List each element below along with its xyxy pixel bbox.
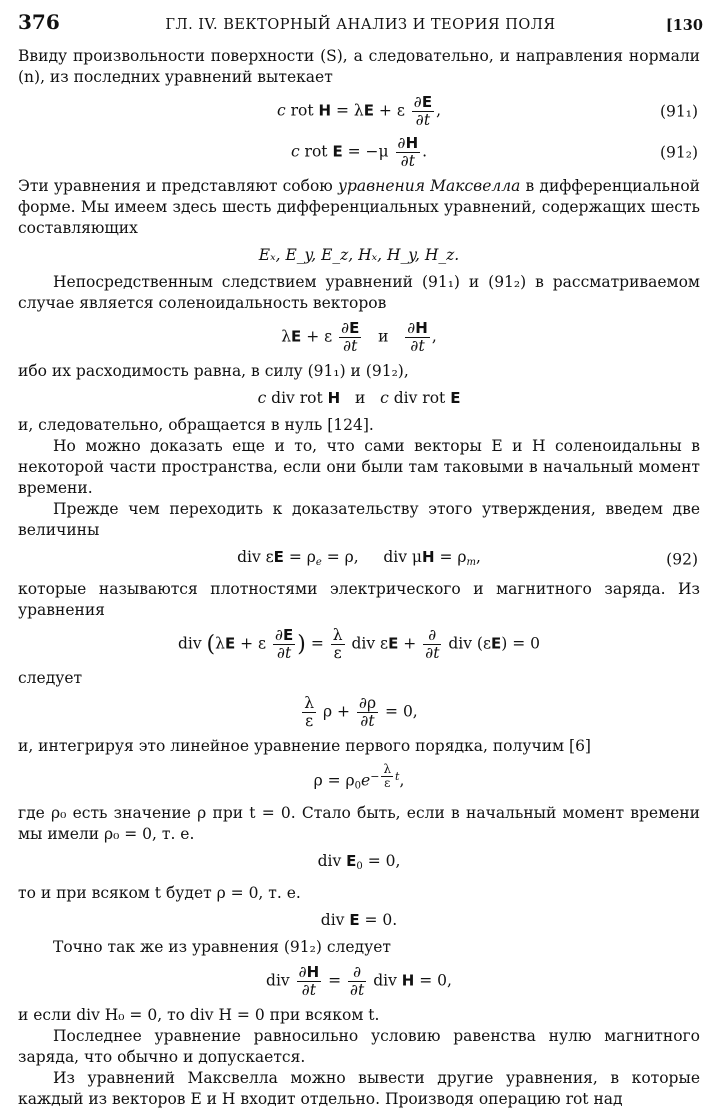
paragraph-8: которые называются плотностями электрического и магнитного заряда. Из уравнения (18, 580, 700, 619)
page-body (18, 46, 700, 1110)
equation-91-2: c rot E = −μ $\frac{\partial H}{\partial t}$ . (91₂) (290, 134, 698, 170)
page-header (18, 12, 703, 38)
equation-charge-solution: $\rho = \rho_0e^{- \frac{\lambda}{\varepsilon} t}$, (313, 762, 405, 792)
paragraph-reference: [ 130 (666, 15, 703, 36)
equation-div-dh: div $\frac{\partial H}{\partial t}$ = $\frac{\partial}{\partial t}$ div H = 0, (266, 962, 452, 999)
paragraph-7: Прежде чем переходить к доказательству этого утверждения, введем две величины (18, 500, 700, 539)
paragraph-2: Эти уравнения и представляют собою уравнения Максвелла в дифференциальной форме. Мы имеем здесь шесть дифференциальных уравнений, содержащих шесть составляющих (18, 177, 700, 237)
paragraph-3: Непосредственным следствием уравнений (91₁) и (91₂) в рассматриваемом случае является соленоидальность векторов (18, 273, 700, 312)
equation-91-1: c rot H = λE + ε $\frac{\partial E}{\partial t}$ , (91₁) (276, 93, 698, 129)
paragraph-4: ибо их расходимость равна, в силу (91₁) и (91₂), (18, 362, 409, 380)
equation-charge-ode: $\frac{\lambda}{\varepsilon}$ ρ + $\frac{\partial\rho}{\partial t}$ = 0, (304, 694, 418, 730)
paragraph-16: Из уравнений Максвелла можно вывести другие уравнения, в которые каждый из векторов E и H входит отдельно. Производя операцию rot над (18, 1068, 700, 1108)
equation-div-e0: div $E_0 = 0$, (317, 851, 401, 872)
paragraph-9: следует (18, 669, 83, 687)
paragraph-5: и, следовательно, обращается в нуль [124]. (18, 416, 374, 434)
paragraph-1: Ввиду произвольности поверхности (S), а следовательно, и направления нормали (n), из последних уравнений вытекает (18, 47, 700, 86)
components-line: Eₓ, E_y, E_z, Hₓ, H_y, H_z. (258, 246, 460, 264)
paragraph-14: и если div H₀ = 0, то div H = 0 при всяком t. (18, 1005, 380, 1024)
page-number: 376 (18, 10, 60, 34)
paragraph-12: то и при всяком t будет ρ = 0, т. е. (18, 883, 301, 902)
emphasis-maxwell: уравнения Максвелла (337, 177, 521, 195)
paragraph-10: и, интегрируя это линейное уравнение первого порядка, получим [6] (18, 737, 591, 755)
equation-number: (92) (666, 550, 698, 569)
paragraph-15: Последнее уравнение равносильно условию равенства нулю магнитного заряда, что обычно и допускается. (18, 1026, 700, 1066)
equation-solenoidal-vectors: λE + ε $\frac{\partial E}{\partial t}$ и $\frac{\partial H}{\partial t}$ , (281, 319, 437, 355)
paragraph-6: Но можно доказать еще и то, что сами векторы E и H соленоидальны в некоторой части пространства, если они были там таковыми в начальный момент времени. (18, 437, 700, 497)
running-head: ГЛ. IV. ВЕКТОРНЫЙ АНАЛИЗ И ТЕОРИЯ ПОЛЯ (165, 17, 556, 33)
equation-92: div $\varepsilon E = \rho_e = \rho$, div $\mu H = \rho_m$, (92) (237, 548, 698, 569)
paragraph-13: Точно так же из уравнения (91₂) следует (53, 937, 391, 956)
equation-divergence: div (λE + ε $\frac{\partial E}{\partial t}$ ) = $\frac{\lambda}{\varepsilon}$ div εE + $\frac{\partial}{\partial t}$ div (εE) = 0 (177, 626, 541, 662)
equation-div-rot: c div rot H и c div rot E (257, 389, 461, 407)
equation-number: (91₁) (659, 102, 698, 120)
equation-div-e: div E = 0. (320, 910, 398, 929)
equation-number: (91₂) (659, 143, 698, 161)
paragraph-11: где ρ₀ есть значение ρ при t = 0. Стало быть, если в начальный момент времени мы имели ρ₀ = 0, т. е. (18, 803, 700, 843)
